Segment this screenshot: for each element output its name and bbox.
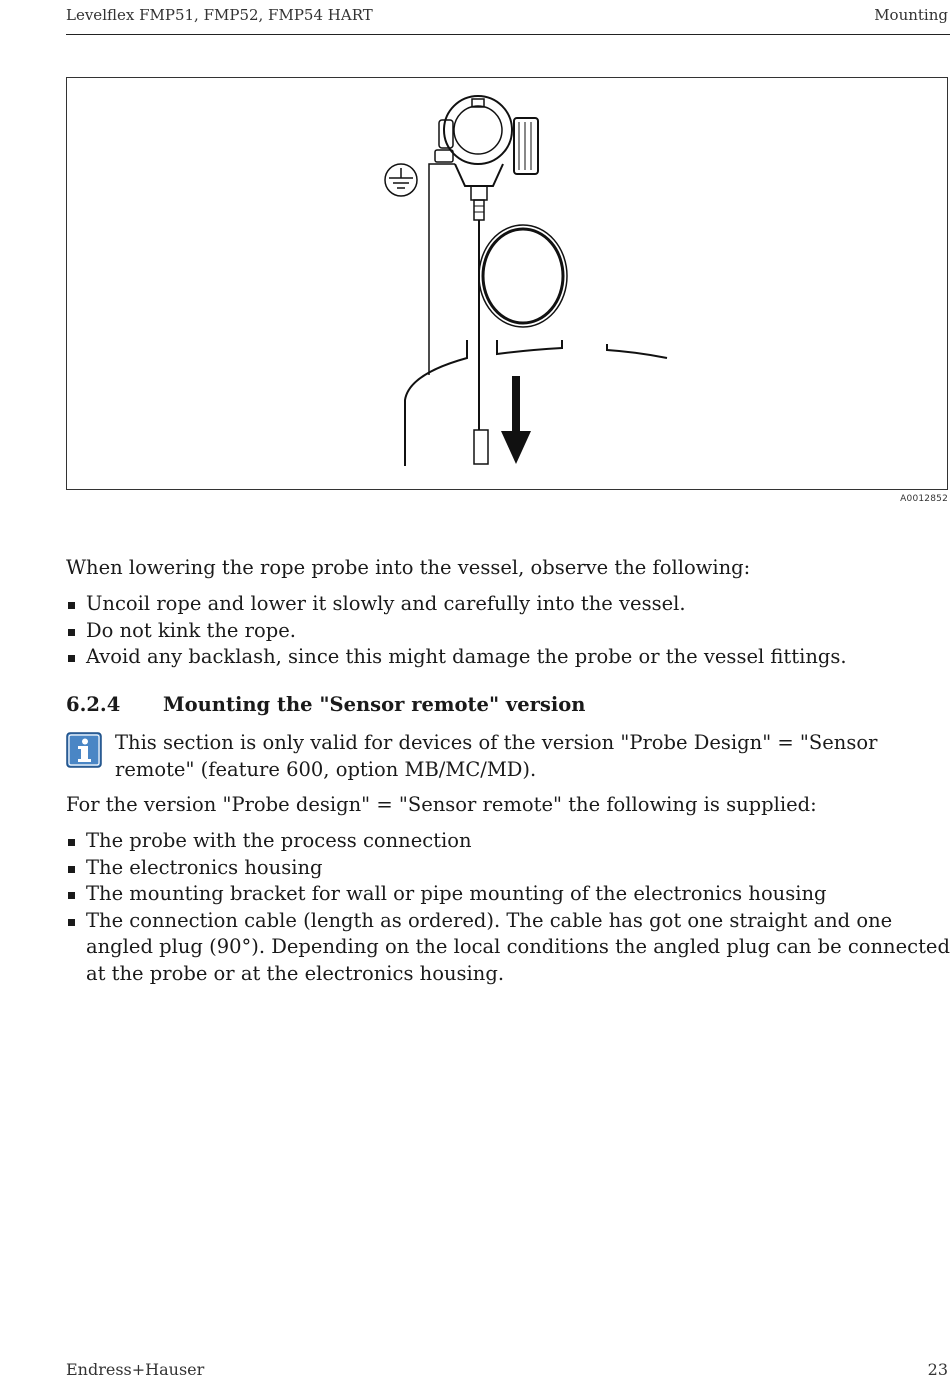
lowering-intro: When lowering the rope probe into the vessel, observe the following:: [66, 556, 751, 579]
list-item: Avoid any backlash, since this might damage the probe or the vessel fittings.: [66, 644, 950, 671]
list-item: Do not kink the rope.: [66, 618, 950, 645]
figure-id: A0012852: [900, 494, 948, 504]
lowering-list: [66, 591, 950, 671]
probe-lowering-drawing: [67, 78, 949, 491]
rope-probe-illustration: [66, 77, 948, 490]
section-heading: [66, 693, 585, 716]
list-item: Uncoil rope and lower it slowly and carefully into the vessel.: [66, 591, 950, 618]
running-header-title: Levelflex FMP51, FMP52, FMP54 HART: [66, 6, 373, 24]
supplied-list: [66, 828, 950, 987]
footer-brand: Endress+Hauser: [66, 1360, 205, 1379]
list-item: The mounting bracket for wall or pipe mounting of the electronics housing: [66, 881, 950, 908]
page-number: 23: [927, 1360, 948, 1379]
header-rule: [66, 34, 950, 35]
supplied-intro: For the version "Probe design" = "Sensor remote" the following is supplied:: [66, 793, 817, 816]
list-item: The connection cable (length as ordered). The cable has got one straight and one angled plug (90°). Depending on the local conditions the angled plug can be connected at the probe or at the electronics housing.: [66, 908, 950, 988]
section-number: 6.2.4: [66, 693, 121, 716]
list-item: The electronics housing: [66, 855, 950, 882]
running-header-section: Mounting: [874, 6, 948, 24]
info-icon: [66, 732, 102, 768]
info-note-text: This section is only valid for devices of the version "Probe Design" = "Sensor remote" (feature 600, option MB/MC/MD).: [115, 731, 878, 781]
section-title: Mounting the "Sensor remote" version: [163, 693, 586, 716]
list-item: The probe with the process connection: [66, 828, 950, 855]
